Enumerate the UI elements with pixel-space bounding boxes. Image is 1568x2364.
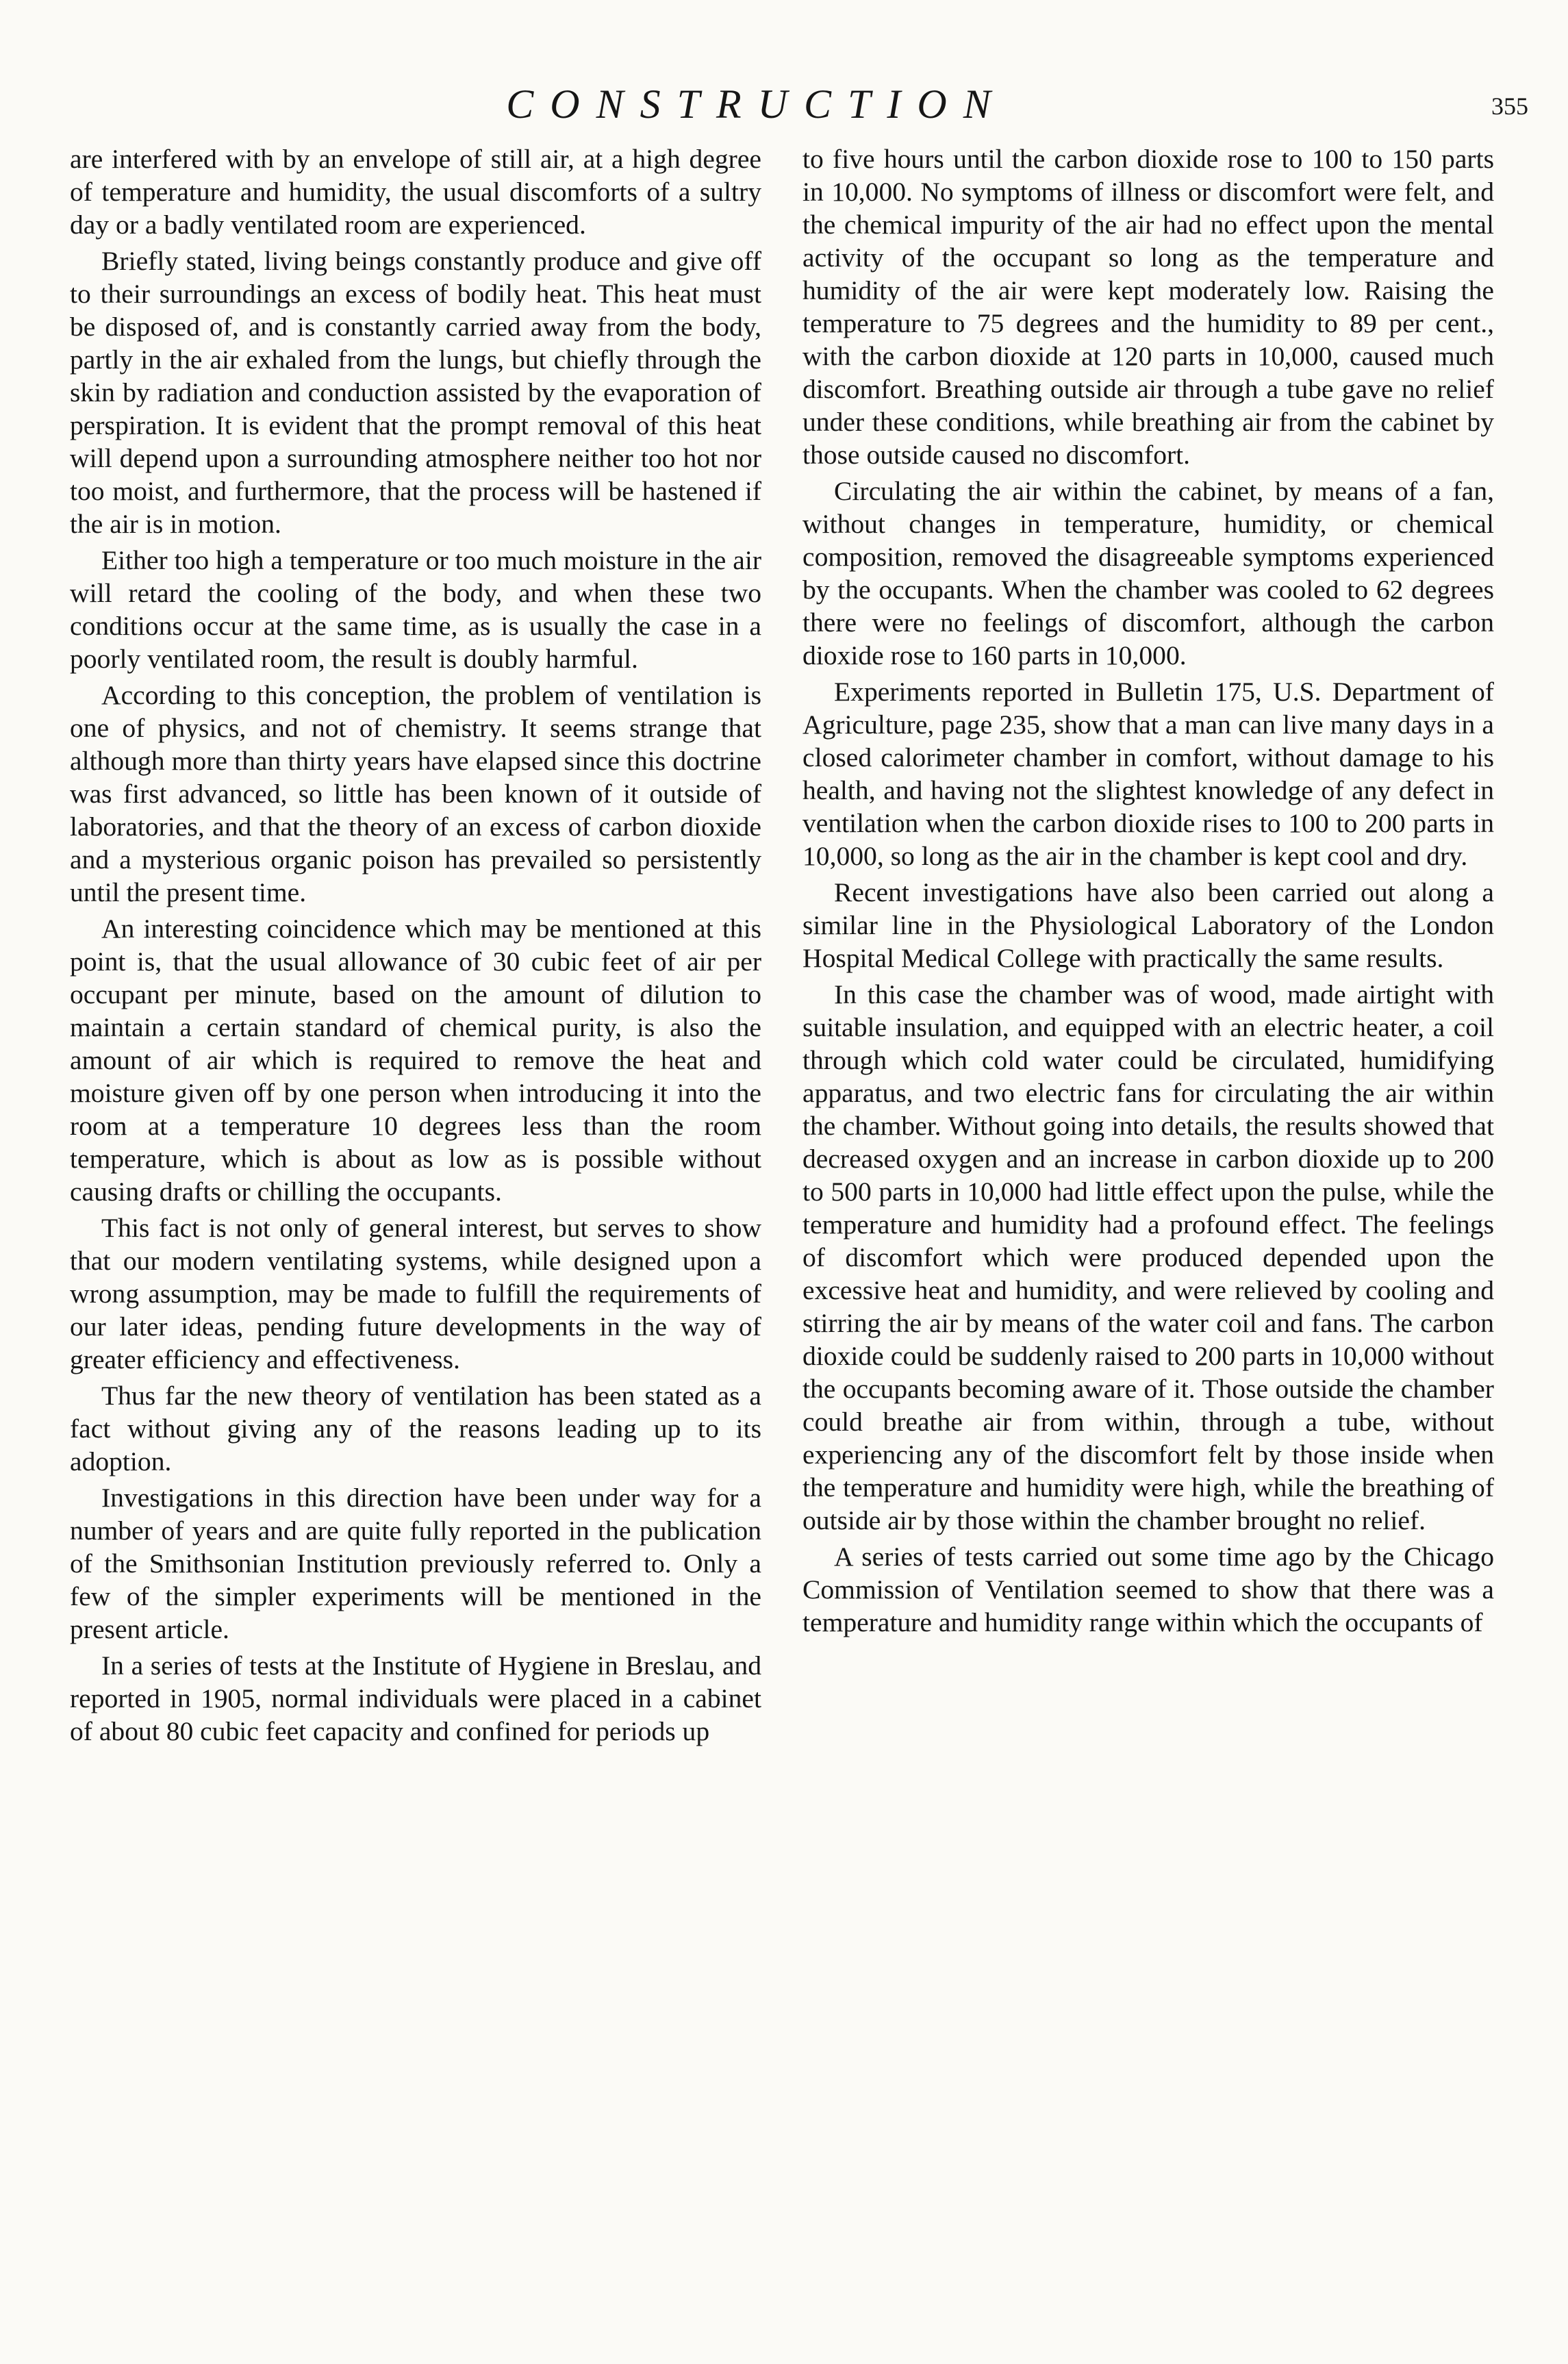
paragraph: Thus far the new theory of ventilation has been stated as a fact without giving any of the reasons leading up to its adoption.: [70, 1381, 761, 1476]
paragraph: are interfered with by an envelope of still air, at a high degree of temperature and humidity, the usual discomforts of a sultry day or a badly ventilated room are experienced.: [70, 144, 761, 240]
paragraph: Experiments reported in Bulletin 175, U.S. Department of Agriculture, page 235, show that a man can live many days in a closed calorimeter chamber in comfort, without damage to his health, and having not the slightest knowledge of any defect in ventilation when the carbon dioxide rises to 100 to 200 parts in 10,000, so long as the air in the chamber is kept cool and dry.: [802, 677, 1494, 871]
running-title: CONSTRUCTION: [506, 81, 1007, 127]
page-header: [0, 77, 1568, 131]
paragraph: According to this conception, the problem of ventilation is one of physics, and not of chemistry. It seems strange that although more than thirty years have elapsed since this doctrine was first advanced, so little has been known of it outside of laboratories, and that the theory of an excess of carbon dioxide and a mysterious organic poison has prevailed so persistently until the present time.: [70, 680, 761, 907]
paragraph: Investigations in this direction have been under way for a number of years and are quite fully reported in the publication of the Smithsonian Institution previously referred to. Only a few of the simpler experiments will be mentioned in the present article.: [70, 1483, 761, 1644]
paragraph: Either too high a temperature or too much moisture in the air will retard the cooling of the body, and when these two conditions occur at the same time, as is usually the case in a poorly ventilated room, the result is doubly harmful.: [70, 545, 761, 674]
page-number: 355: [1491, 92, 1528, 120]
paragraph: Recent investigations have also been carried out along a similar line in the Physiological Laboratory of the London Hospital Medical College with practically the same results.: [802, 877, 1494, 973]
paragraph: An interesting coincidence which may be mentioned at this point is, that the usual allowance of 30 cubic feet of air per occupant per minute, based on the amount of dilution to maintain a certain standard of chemical purity, is also the amount of air which is required to remove the heat and moisture given off by one person when introducing it into the room at a temperature 10 degrees less than the room temperature, which is about as low as is possible without causing drafts or chilling the occupants.: [70, 914, 761, 1207]
right-column: [802, 142, 1494, 1642]
paragraph: In this case the chamber was of wood, made airtight with suitable insulation, and equipped with an electric heater, a coil through which cold water could be circulated, humidifying apparatus, and two electric fans for circulating the air within the chamber. Without going into details, the results showed that decreased oxygen and an increase in carbon dioxide up to 200 to 500 parts in 10,000 had little effect upon the pulse, while the temperature and humidity had a profound effect. The feelings of discomfort which were produced depended upon the excessive heat and humidity, and were relieved by cooling and stirring the air by means of the water coil and fans. The carbon dioxide could be suddenly raised to 200 parts in 10,000 without the occupants becoming aware of it. Those outside the chamber could breathe air from within, through a tube, without experiencing any of the discomfort felt by those inside when the temperature and humidity were high, while the breathing of outside air by those within the chamber brought no relief.: [802, 979, 1494, 1535]
paragraph: Circulating the air within the cabinet, by means of a fan, without changes in temperature, humidity, or chemical composition, removed the disagreeable symptoms experienced by the occupants. When the chamber was cooled to 62 degrees there were no feelings of discomfort, although the carbon dioxide rose to 160 parts in 10,000.: [802, 476, 1494, 670]
paragraph: This fact is not only of general interest, but serves to show that our modern ventilating systems, while designed upon a wrong assumption, may be made to fulfill the requirements of our later ideas, pending future developments in the way of greater efficiency and effectiveness.: [70, 1213, 761, 1374]
left-column: [70, 142, 761, 1751]
paragraph: Briefly stated, living beings constantly produce and give off to their surroundings an excess of bodily heat. This heat must be disposed of, and is constantly carried away from the body, partly in the air exhaled from the lungs, but chiefly through the skin by radiation and conduction assisted by the evaporation of perspiration. It is evident that the prompt removal of this heat will depend upon a surrounding atmosphere neither too hot nor too moist, and furthermore, that the process will be hastened if the air is in motion.: [70, 246, 761, 539]
paragraph: A series of tests carried out some time ago by the Chicago Commission of Ventilation seemed to show that there was a temperature and humidity range within which the occupants of: [802, 1542, 1494, 1637]
paragraph: to five hours until the carbon dioxide rose to 100 to 150 parts in 10,000. No symptoms of illness or discomfort were felt, and the chemical impurity of the air had no effect upon the mental activity of the occupant so long as the temperature and humidity of the air were kept moderately low. Raising the temperature to 75 degrees and the humidity to 89 per cent., with the carbon dioxide at 120 parts in 10,000, caused much discomfort. Breathing outside air through a tube gave no relief under these conditions, while breathing air from the cabinet by those outside caused no discomfort.: [802, 144, 1494, 470]
paragraph: In a series of tests at the Institute of Hygiene in Breslau, and reported in 1905, normal individuals were placed in a cabinet of about 80 cubic feet capacity and confined for periods up: [70, 1650, 761, 1746]
